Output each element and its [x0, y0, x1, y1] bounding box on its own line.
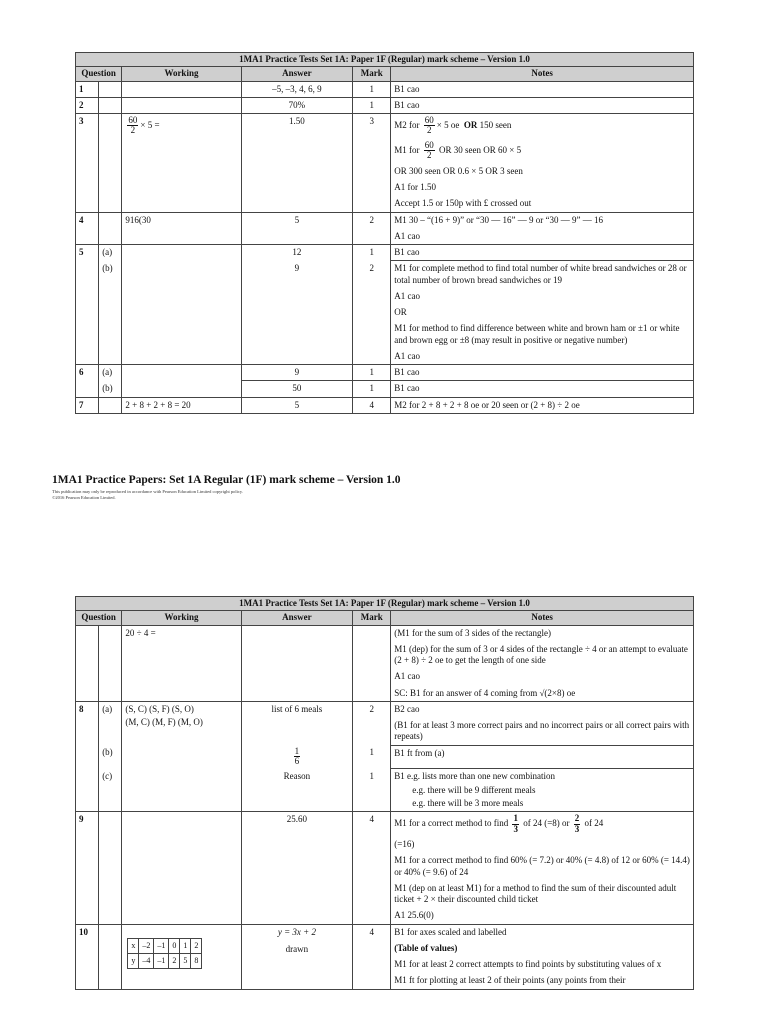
- note-line: M1 30 – “(16 + 9)” or “30 — 16” — 9 or “30 — 9” — 16: [394, 214, 604, 225]
- answer-cell: [241, 745, 353, 769]
- working-cell: 2 + 8 + 2 + 8 = 20: [122, 397, 241, 413]
- table-row: [76, 625, 694, 701]
- note-line: e.g. there will be 9 different meals: [412, 784, 536, 795]
- note-line: B1 e.g. lists more than one new combination: [394, 771, 555, 782]
- notes-cell: [391, 812, 694, 924]
- note-line: OR: [394, 307, 407, 317]
- mark-cell: 4: [353, 924, 391, 989]
- table-title: 1MA1 Practice Tests Set 1A: Paper 1F (Regular) mark scheme – Version 1.0: [76, 53, 694, 67]
- answer-cell: Reason: [241, 769, 353, 812]
- notes-cell: B1 cao: [391, 97, 694, 113]
- col-header-answer: Answer: [241, 67, 353, 81]
- table-title: 1MA1 Practice Tests Set 1A: Paper 1F (Regular) mark scheme – Version 1.0: [76, 597, 694, 611]
- answer-cell: 5: [241, 212, 353, 245]
- question-number: 7: [76, 397, 99, 413]
- note-line: A1 cao: [394, 671, 420, 682]
- copyright-line: ©2016 Pearson Education Limited.: [52, 495, 116, 500]
- mark-cell: 2: [353, 212, 391, 245]
- note-line: M1 (dep on at least M1) for a method to find the sum of their discounted adult ticket + 2 × their discounted child ticket: [394, 882, 677, 904]
- notes-cell: [391, 625, 694, 701]
- table-row: [76, 114, 694, 213]
- col-header-working: Working: [122, 67, 241, 81]
- table-row: [76, 381, 694, 397]
- mark-cell: 1: [353, 245, 391, 261]
- notes-cell: [391, 769, 694, 812]
- question-part: (b): [99, 381, 122, 397]
- working-cell: [122, 924, 241, 989]
- mark-scheme-table-1: [75, 52, 694, 414]
- note-line: OR 300 seen OR 0.6 × 5 OR 3 seen: [394, 165, 523, 176]
- col-header-mark: Mark: [353, 611, 391, 625]
- mark-cell: 1: [353, 769, 391, 812]
- notes-cell: B1 cao: [391, 81, 694, 97]
- answer-cell: 25.60: [241, 812, 353, 924]
- mark-cell: 2: [353, 261, 391, 365]
- question-number: 4: [76, 212, 99, 245]
- mark-cell: 1: [353, 745, 391, 769]
- answer-cell: 9: [241, 365, 353, 381]
- note-line: (B1 for at least 3 more correct pairs and no incorrect pairs or all correct pairs with repeats): [394, 720, 690, 742]
- mark-cell: 1: [353, 81, 391, 97]
- copyright-notice: This publication may only be reproduced in accordance with Pearson Education Limited copyright policy.: [52, 489, 243, 494]
- answer-cell: 5: [241, 397, 353, 413]
- question-part: (a): [99, 245, 122, 261]
- col-header-working: Working: [122, 611, 241, 625]
- col-header-mark: Mark: [353, 67, 391, 81]
- working-cell: $\frac{60}{2}$ × 5 =: [122, 114, 241, 213]
- note-line: M1 (dep) for the sum of 3 or 4 sides of the rectangle ÷ 4 or an attempt to evaluate (2 + 8) ÷ 2 oe to get the length of one side: [394, 643, 688, 665]
- note-line: M1 for complete method to find total number of white bread sandwiches or 28 or total number of brown bread sandwiches or 19: [394, 263, 687, 285]
- notes-cell: [391, 114, 694, 213]
- fraction: $\frac{1}{6}$: [294, 746, 300, 767]
- notes-cell: B1 cao: [391, 365, 694, 381]
- note-line: (M1 for the sum of 3 sides of the rectangle): [394, 627, 551, 638]
- note-line: SC: B1 for an answer of 4 coming from √(2×8) oe: [394, 687, 576, 698]
- table-row: [76, 212, 694, 245]
- question-number: 8: [76, 701, 99, 811]
- table-row: [76, 261, 694, 365]
- mark-cell: 3: [353, 114, 391, 213]
- note-line: M1 for $\frac{60}{2}$ OR 30 seen OR 60 × 5: [394, 139, 522, 161]
- table-row: [76, 924, 694, 989]
- note-line: (Table of values): [394, 942, 458, 953]
- question-number: 6: [76, 365, 99, 398]
- question-number: 1: [76, 81, 99, 97]
- question-number: 10: [76, 924, 99, 989]
- table-row: [76, 97, 694, 113]
- notes-cell: [391, 701, 694, 745]
- notes-cell: [391, 261, 694, 365]
- mark-cell: 1: [353, 97, 391, 113]
- question-number: 9: [76, 812, 99, 924]
- answer-cell: –5, –3, 4, 6, 9: [241, 81, 353, 97]
- mark-cell: 2: [353, 701, 391, 745]
- table-row: [76, 81, 694, 97]
- mark-scheme-page-2: [75, 596, 694, 990]
- question-part: (a): [99, 365, 122, 381]
- notes-cell: B1 ft from (a): [391, 745, 694, 769]
- table-of-values: x –2 –1 0 1 2 y –4 –1 2 5 8: [127, 938, 202, 969]
- answer-cell: list of 6 meals: [241, 701, 353, 745]
- working-cell: (S, C) (S, F) (S, O) (M, C) (M, F) (M, O): [122, 701, 241, 745]
- mark-cell: 1: [353, 365, 391, 381]
- note-line: B1 for axes scaled and labelled: [394, 926, 507, 937]
- answer-cell: 70%: [241, 97, 353, 113]
- table-row: [76, 769, 694, 812]
- note-line: M2 for $\frac{60}{2}$ × 5 oe OR 150 seen: [394, 115, 512, 136]
- answer-cell: 50: [241, 381, 353, 397]
- question-number: 5: [76, 245, 99, 365]
- notes-cell: B1 cao: [391, 245, 694, 261]
- question-part: (a): [99, 701, 122, 745]
- question-part: (b): [99, 745, 122, 769]
- table-row: [76, 745, 694, 769]
- notes-cell: [391, 924, 694, 989]
- col-header-question: Question: [76, 611, 122, 625]
- mark-cell: 1: [353, 381, 391, 397]
- answer-cell: y = 3x + 2 drawn: [241, 924, 353, 989]
- note-line: A1 cao: [394, 230, 420, 241]
- notes-cell: M2 for 2 + 8 + 2 + 8 oe or 20 seen or (2 + 8) ÷ 2 oe: [391, 397, 694, 413]
- table-row: [76, 245, 694, 261]
- note-line: M1 for a correct method to find $\frac{1}{3}$ of 24 (=8) or $\frac{2}{3}$ of 24: [394, 813, 604, 834]
- table-row: [76, 812, 694, 924]
- note-line: M1 ft for plotting at least 2 of their points (any points from their: [394, 975, 626, 986]
- notes-cell: [391, 212, 694, 245]
- fraction: $\frac{60}{2}$: [128, 115, 138, 136]
- page-footer-title: 1MA1 Practice Papers: Set 1A Regular (1F) mark scheme – Version 1.0: [52, 474, 401, 486]
- col-header-answer: Answer: [241, 611, 353, 625]
- mark-cell: 4: [353, 812, 391, 924]
- answer-cell: 9: [241, 261, 353, 365]
- note-line: M1 for at least 2 correct attempts to find points by substituting values of x: [394, 959, 662, 969]
- working-cell: 20 ÷ 4 =: [122, 625, 241, 701]
- answer-cell: 1.50: [241, 114, 353, 213]
- mark-scheme-page-1: [75, 52, 694, 414]
- col-header-question: Question: [76, 67, 122, 81]
- mark-scheme-table-2: [75, 596, 694, 990]
- notes-cell: B1 cao: [391, 381, 694, 397]
- col-header-notes: Notes: [391, 611, 694, 625]
- note-line: A1 cao: [394, 290, 420, 301]
- note-line: (=16): [394, 839, 415, 849]
- note-line: A1 for 1.50: [394, 182, 436, 192]
- answer-cell: 12: [241, 245, 353, 261]
- note-line: A1 cao: [394, 350, 420, 361]
- col-header-notes: Notes: [391, 67, 694, 81]
- note-line: A1 25.6(0): [394, 910, 434, 921]
- table-row: [76, 397, 694, 413]
- working-cell: 916(30: [122, 212, 241, 245]
- question-part: (c): [99, 769, 122, 812]
- note-line: M1 for method to find difference between white and brown ham or ±1 or white and brown egg or ±8 (may result in positive or negative number): [394, 323, 680, 345]
- table-row: [76, 701, 694, 745]
- note-line: e.g. there will be 3 more meals: [412, 797, 524, 808]
- note-line: B2 cao: [394, 703, 420, 714]
- question-number: 3: [76, 114, 99, 213]
- note-line: M1 for a correct method to find 60% (= 7.2) or 40% (= 4.8) of 12 or 60% (= 14.4) or 40% (= 9.6) of 24: [394, 855, 690, 877]
- table-row: [76, 365, 694, 381]
- note-line: Accept 1.5 or 150p with £ crossed out: [394, 198, 532, 209]
- mark-cell: 4: [353, 397, 391, 413]
- question-part: (b): [99, 261, 122, 365]
- question-number: 2: [76, 97, 99, 113]
